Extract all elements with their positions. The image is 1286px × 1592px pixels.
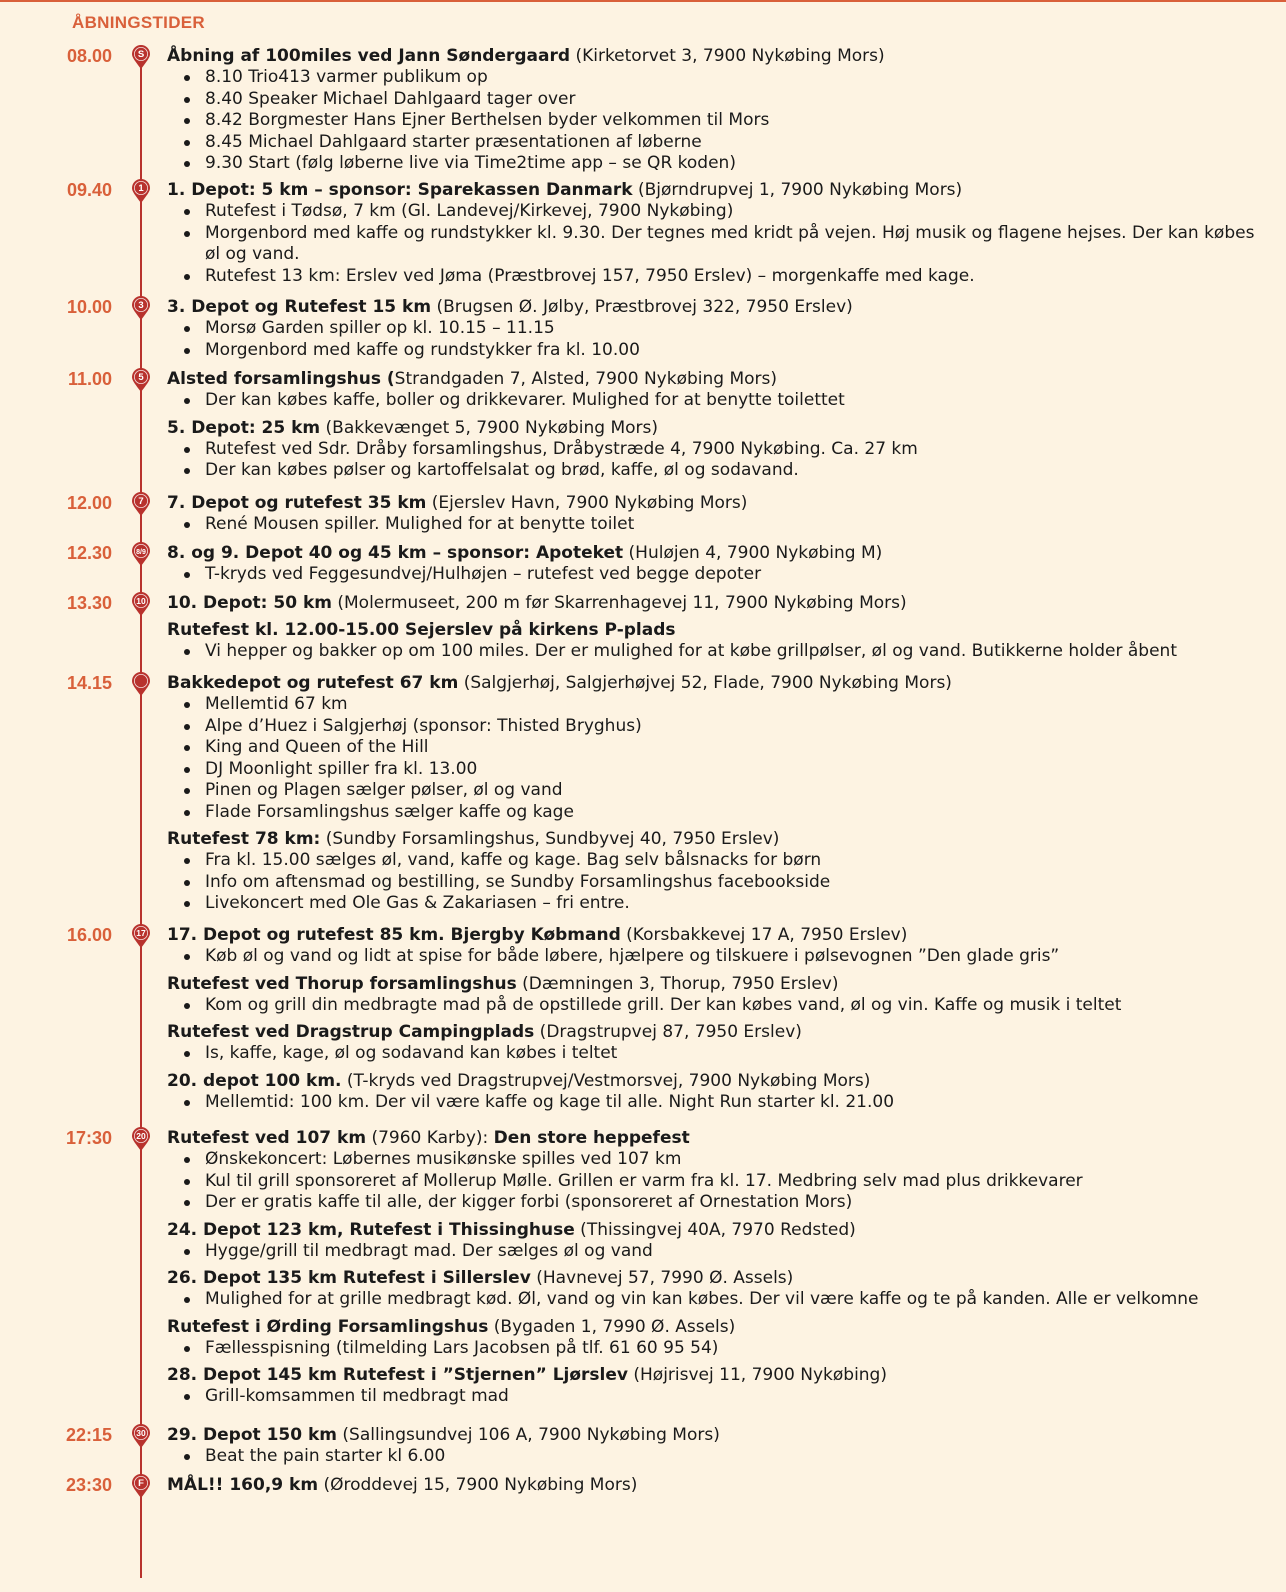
page-heading: ÅBNINGSTIDER xyxy=(72,13,205,32)
location-name: Rutefest 78 km: xyxy=(167,829,321,849)
activity-item: Morgenbord med kaffe og rundstykker kl. 9.30. Der tegnes med kridt på vejen. Høj musik og flagene hejses. Der kan købes øl og vand. xyxy=(167,223,1265,266)
location-address: (7960 Karby): xyxy=(366,1128,494,1148)
location-address: (Sallingsundvej 106 A, 7900 Nykøbing Mors) xyxy=(337,1425,720,1445)
activity-item: King and Queen of the Hill xyxy=(167,737,1267,759)
activity-list xyxy=(167,1446,1267,1468)
location-address: (Huløjen 4, 7900 Nykøbing M) xyxy=(623,543,883,563)
location-title xyxy=(167,1021,1267,1043)
entry-content xyxy=(167,296,1267,361)
activity-item: Fra kl. 15.00 sælges øl, vand, kaffe og kage. Bag selv bålsnacks for børn xyxy=(167,850,1267,872)
activity-item: 8.45 Michael Dahlgaard starter præsentationen af løberne xyxy=(167,132,1267,154)
entry-time: 08.00 xyxy=(66,46,112,66)
activity-item: Is, kaffe, kage, øl og sodavand kan købes i teltet xyxy=(167,1043,1267,1065)
entry-content xyxy=(167,592,1267,663)
entry-content xyxy=(167,1474,1267,1496)
location-name: 10. Depot: 50 km xyxy=(167,593,332,613)
map-pin-icon xyxy=(131,295,151,321)
location-title xyxy=(167,296,1267,318)
activity-list xyxy=(167,850,1267,915)
location-address: (Havnevej 57, 7990 Ø. Assels) xyxy=(530,1268,794,1288)
activity-list xyxy=(167,641,1267,663)
activity-item: Der er gratis kaffe til alle, der kigger forbi (sponsoreret af Ornestation Mors) xyxy=(167,1192,1267,1214)
entry-time: 11.00 xyxy=(67,369,112,389)
activity-item: DJ Moonlight spiller fra kl. 13.00 xyxy=(167,759,1267,781)
location-name: 20. depot 100 km. xyxy=(167,1070,342,1091)
location-address: (Højrisvej 11, 7900 Nykøbing) xyxy=(627,1365,887,1385)
location-name: 5. Depot: 25 km xyxy=(167,417,321,438)
entry-content xyxy=(167,179,1267,287)
activity-list xyxy=(167,514,1267,536)
location-title xyxy=(167,1127,1267,1149)
pin-label: 20 xyxy=(136,1131,146,1142)
activity-item: Grill-komsammen til medbragt mad xyxy=(167,1386,1267,1408)
activity-item: Rutefest i Tødsø, 7 km (Gl. Landevej/Kirkevej, 7900 Nykøbing) xyxy=(167,201,1267,223)
entry-content xyxy=(167,368,1267,482)
location-title xyxy=(167,368,1267,390)
map-pin-icon xyxy=(131,923,151,949)
activity-list xyxy=(167,1386,1267,1408)
location-name: Åbning af 100miles ved Jann Søndergaard xyxy=(167,46,571,66)
location-address: (Thissingvej 40A, 7970 Redsted) xyxy=(574,1219,856,1240)
location-address: (Salgjerhøj, Salgjerhøjvej 52, Flade, 7900 Nykøbing Mors) xyxy=(458,673,952,693)
location-address: (Dæmningen 3, Thorup, 7950 Erslev) xyxy=(516,973,839,994)
activity-item: Rutefest ved Sdr. Dråby forsamlingshus, Dråbystræde 4, 7900 Nykøbing. Ca. 27 km xyxy=(167,439,1267,461)
location-name: 26. Depot 135 km Rutefest i Sillerslev xyxy=(167,1268,531,1288)
map-pin-icon xyxy=(131,44,151,70)
activity-item: Morsø Garden spiller op kl. 10.15 – 11.15 xyxy=(167,318,1267,340)
activity-item: Mellemtid 67 km xyxy=(167,694,1267,716)
activity-list xyxy=(167,318,1267,361)
location-name: 7. Depot og rutefest 35 km xyxy=(167,493,427,513)
activity-list xyxy=(167,390,1267,412)
pin-label: 7 xyxy=(138,496,144,508)
location-title xyxy=(167,45,1267,67)
activity-item: Hygge/grill til medbragt mad. Der sælges øl og vand xyxy=(167,1241,1267,1263)
activity-item: Der kan købes pølser og kartoffelsalat og brød, kaffe, øl og sodavand. xyxy=(167,460,1267,482)
activity-item: Køb øl og vand og lidt at spise for både løbere, hjælpere og tilskuere i pølsevognen ”Den glade gris” xyxy=(167,946,1267,968)
location-title xyxy=(167,619,1267,641)
map-pin-icon xyxy=(131,367,151,393)
activity-list xyxy=(167,201,1267,287)
entry-content xyxy=(167,924,1267,1113)
map-pin-icon xyxy=(131,1126,151,1152)
activity-list xyxy=(167,564,1267,586)
activity-item: Der kan købes kaffe, boller og drikkevarer. Mulighed for at benytte toilettet xyxy=(167,390,1267,412)
pin-label: 17 xyxy=(136,928,146,939)
activity-list xyxy=(167,946,1267,968)
activity-item: Mellemtid: 100 km. Der vil være kaffe og kage til alle. Night Run starter kl. 21.00 xyxy=(167,1092,1267,1114)
entry-content xyxy=(167,672,1267,915)
pin-label: 8/9 xyxy=(136,549,146,557)
location-name: 3. Depot og Rutefest 15 km xyxy=(167,297,432,317)
location-name: 8. og 9. Depot 40 og 45 km – sponsor: Apoteket xyxy=(167,543,624,563)
map-pin-icon xyxy=(131,1423,151,1449)
activity-item: Info om aftensmad og bestilling, se Sundby Forsamlingshus facebookside xyxy=(167,872,1267,894)
map-pin-icon xyxy=(131,178,151,204)
activity-list xyxy=(167,1092,1267,1114)
location-title xyxy=(167,1267,1267,1289)
entry-content xyxy=(167,1127,1267,1408)
activity-list xyxy=(167,1149,1267,1214)
entry-time: 13.30 xyxy=(66,593,112,613)
activity-item: 9.30 Start (følg løberne live via Time2time app – se QR koden) xyxy=(167,153,1267,175)
activity-item: René Mousen spiller. Mulighed for at benytte toilet xyxy=(167,514,1267,536)
location-address: (Molermuseet, 200 m før Skarrenhagevej 11, 7900 Nykøbing Mors) xyxy=(331,593,907,613)
map-pin-icon xyxy=(131,541,151,567)
pin-label: 30 xyxy=(136,1428,146,1439)
activity-item: 8.10 Trio413 varmer publikum op xyxy=(167,67,1267,89)
entry-content xyxy=(167,542,1267,586)
activity-list xyxy=(167,694,1267,823)
location-title xyxy=(167,1219,1267,1241)
location-title xyxy=(167,973,1267,995)
map-pin-icon xyxy=(131,591,151,617)
activity-item: Pinen og Plagen sælger pølser, øl og vand xyxy=(167,780,1267,802)
location-name: Rutefest i Ørding Forsamlingshus xyxy=(167,1316,489,1337)
location-name: MÅL!! 160,9 km xyxy=(167,1475,319,1495)
activity-list xyxy=(167,1043,1267,1065)
location-title xyxy=(167,492,1267,514)
location-name: 24. Depot 123 km, Rutefest i Thissinghuse xyxy=(167,1219,575,1240)
activity-item: Rutefest 13 km: Erslev ved Jøma (Præstbrovej 157, 7950 Erslev) – morgenkaffe med kage. xyxy=(167,266,1267,288)
event-name: Den store heppefest xyxy=(493,1128,690,1148)
location-name: 1. Depot: 5 km – sponsor: Sparekassen Danmark xyxy=(167,180,633,200)
activity-item: Ønskekoncert: Løbernes musikønske spilles ved 107 km xyxy=(167,1149,1267,1171)
location-title xyxy=(167,1364,1267,1386)
entry-content xyxy=(167,45,1267,175)
activity-item: 8.40 Speaker Michael Dahlgaard tager over xyxy=(167,89,1267,111)
location-title xyxy=(167,672,1267,694)
activity-list xyxy=(167,1289,1267,1311)
location-address: (T-kryds ved Dragstrupvej/Vestmorsvej, 7900 Nykøbing Mors) xyxy=(341,1070,871,1091)
activity-item: Beat the pain starter kl 6.00 xyxy=(167,1446,1267,1468)
activity-item: Kul til grill sponsoreret af Mollerup Mølle. Grillen er varm fra kl. 17. Medbring selv mad plus drikkevarer xyxy=(167,1171,1267,1193)
location-address: (Korsbakkevej 17 A, 7950 Erslev) xyxy=(620,925,908,945)
location-address: (Kirketorvet 3, 7900 Nykøbing Mors) xyxy=(570,46,885,66)
location-address: (Brugsen Ø. Jølby, Præstbrovej 322, 7950 Erslev) xyxy=(431,297,853,317)
location-name: 17. Depot og rutefest 85 km. Bjergby Købmand xyxy=(167,925,621,945)
activity-item: Livekoncert med Ole Gas & Zakariasen – fri entre. xyxy=(167,893,1267,915)
location-address: (Bygaden 1, 7990 Ø. Assels) xyxy=(488,1316,736,1337)
entry-time: 12.30 xyxy=(66,543,112,563)
location-name: Rutefest ved Dragstrup Campingplads xyxy=(167,1022,535,1042)
entry-time: 22:15 xyxy=(65,1425,112,1445)
pin-label: F xyxy=(138,1478,144,1490)
location-address: (Øroddevej 15, 7900 Nykøbing Mors) xyxy=(318,1475,638,1495)
entry-content xyxy=(167,1424,1267,1468)
map-pin-icon xyxy=(131,1473,151,1499)
pin-label: S xyxy=(137,49,145,61)
top-rule xyxy=(0,0,1286,2)
activity-item: Vi hepper og bakker op om 100 miles. Der er mulighed for at købe grillpølser, øl og vand. Butikkerne holder åbent xyxy=(167,641,1267,663)
location-title xyxy=(167,542,1267,564)
location-title xyxy=(167,1424,1267,1446)
location-name: Rutefest ved Thorup forsamlingshus xyxy=(167,973,517,994)
pin-label: 5 xyxy=(138,372,144,384)
activity-item: Morgenbord med kaffe og rundstykker fra kl. 10.00 xyxy=(167,340,1267,362)
location-address: (Ejerslev Havn, 7900 Nykøbing Mors) xyxy=(426,493,748,513)
location-title xyxy=(167,924,1267,946)
location-address: (Bjørndrupvej 1, 7900 Nykøbing Mors) xyxy=(632,180,963,200)
activity-list xyxy=(167,67,1267,175)
location-name: Bakkedepot og rutefest 67 km xyxy=(167,673,459,693)
location-address: Strandgaden 7, Alsted, 7900 Nykøbing Mors) xyxy=(394,369,778,389)
entry-time: 16.00 xyxy=(66,925,112,945)
activity-list xyxy=(167,439,1267,482)
entry-time: 09.40 xyxy=(66,180,112,200)
entry-time: 10.00 xyxy=(66,297,112,317)
activity-list xyxy=(167,1338,1267,1360)
location-name: 29. Depot 150 km xyxy=(167,1425,337,1445)
location-title xyxy=(167,828,1267,850)
pin-label: 1 xyxy=(138,183,144,195)
activity-item: T-kryds ved Feggesundvej/Hulhøjen – rutefest ved begge depoter xyxy=(167,564,1267,586)
entry-time: 12.00 xyxy=(66,493,112,513)
activity-list xyxy=(167,1241,1267,1263)
entry-time: 14.15 xyxy=(66,673,112,693)
activity-item: 8.42 Borgmester Hans Ejner Berthelsen byder velkommen til Mors xyxy=(167,110,1267,132)
location-name: Rutefest kl. 12.00-15.00 Sejerslev på kirkens P-plads xyxy=(167,620,676,640)
entry-time: 23:30 xyxy=(65,1475,112,1495)
activity-list xyxy=(167,995,1267,1017)
location-address: (Bakkevænget 5, 7900 Nykøbing Mors) xyxy=(320,417,658,438)
location-title xyxy=(167,1316,1267,1338)
activity-item: Kom og grill din medbragte mad på de opstillede grill. Der kan købes vand, øl og vin. Kaffe og musik i teltet xyxy=(167,995,1267,1017)
entry-time: 17:30 xyxy=(65,1128,112,1148)
pin-label: 3 xyxy=(138,300,144,312)
location-address: (Dragstrupvej 87, 7950 Erslev) xyxy=(534,1022,802,1042)
location-address: (Sundby Forsamlingshus, Sundbyvej 40, 7950 Erslev) xyxy=(320,829,780,849)
location-name: Alsted forsamlingshus ( xyxy=(167,369,395,389)
activity-item: Fællesspisning (tilmelding Lars Jacobsen på tlf. 61 60 95 54) xyxy=(167,1338,1267,1360)
activity-item: Mulighed for at grille medbragt kød. Øl, vand og vin kan købes. Der vil være kaffe og te på kanden. Alle er velkomne xyxy=(167,1289,1267,1311)
entry-content xyxy=(167,492,1267,536)
location-title xyxy=(167,592,1267,614)
location-name: 28. Depot 145 km Rutefest i ”Stjernen” Ljørslev xyxy=(167,1365,628,1385)
map-pin-icon xyxy=(131,491,151,517)
location-title xyxy=(167,1474,1267,1496)
pin-label: 10 xyxy=(136,596,146,607)
location-title xyxy=(167,1070,1267,1092)
location-title xyxy=(167,417,1267,439)
activity-item: Flade Forsamlingshus sælger kaffe og kage xyxy=(167,802,1267,824)
location-name: Rutefest ved 107 km xyxy=(167,1128,367,1148)
map-pin-icon xyxy=(131,671,151,697)
activity-item: Alpe d’Huez i Salgjerhøj (sponsor: Thisted Bryghus) xyxy=(167,716,1267,738)
location-title xyxy=(167,179,1267,201)
